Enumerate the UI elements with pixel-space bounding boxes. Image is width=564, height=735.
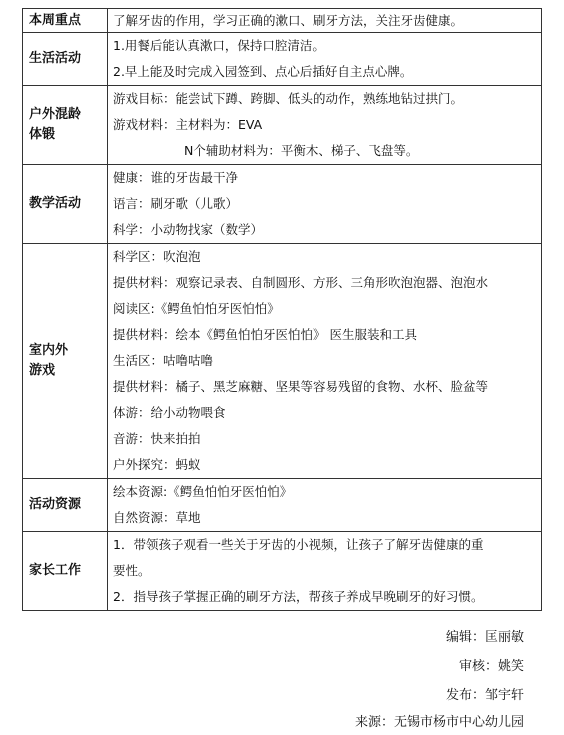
row-family	[23, 532, 542, 611]
content-line: N个辅助材料为：平衡木、梯子、飞盘等。	[184, 143, 419, 158]
row-content	[108, 86, 542, 165]
label-part: 户外混龄	[29, 107, 82, 122]
content-line: 生活区：咕噜咕噜	[113, 353, 214, 368]
content-line: 体游：给小动物喂食	[113, 405, 226, 420]
content-line: 2.早上能及时完成入园签到、点心后插好自主点心牌。	[113, 64, 413, 79]
row-life	[23, 33, 542, 86]
content-line: 音游：快来拍拍	[113, 431, 201, 446]
row-label: 活动资源	[23, 479, 108, 532]
label-part: 游戏	[29, 363, 56, 378]
content-line: 自然资源：草地	[113, 510, 201, 525]
label-part: 室内外	[29, 343, 69, 358]
content-line: 1.用餐后能认真漱口，保持口腔清洁。	[113, 38, 325, 53]
row-focus	[23, 9, 542, 33]
content-line: 1．带领孩子观看一些关于牙齿的小视频，让孩子了解牙齿健康的重	[113, 537, 484, 552]
content-line: 提供材料：绘本《鳄鱼怕怕牙医怕怕》 医生服装和工具	[113, 327, 417, 342]
content-line: 健康：谁的牙齿最干净	[113, 170, 239, 185]
content-line: 要性。	[113, 563, 151, 578]
content-line: 了解牙齿的作用，学习正确的漱口、刷牙方法，关注牙齿健康。	[113, 13, 464, 28]
row-outdoor	[23, 86, 542, 165]
row-label: 教学活动	[23, 165, 108, 244]
editor-credit: 编辑：匡丽敏	[445, 630, 524, 645]
row-content	[108, 244, 542, 479]
content-line: 科学：小动物找家（数学）	[113, 222, 264, 237]
reviewer-credit: 审核：姚笑	[458, 659, 524, 674]
row-label	[23, 86, 108, 165]
content-line: 2．指导孩子掌握正确的刷牙方法，帮孩子养成早晚刷牙的好习惯。	[113, 589, 484, 604]
row-content	[108, 532, 542, 611]
content-line: 户外探究：蚂蚁	[113, 457, 201, 472]
content-line: 游戏材料：主材料为：EVA	[113, 117, 263, 132]
row-label: 本周重点	[23, 9, 108, 33]
content-line: 语言：刷牙歌（儿歌）	[113, 196, 239, 211]
label-part: 体锻	[29, 127, 56, 142]
source-credit: 来源：无锡市杨市中心幼儿园	[354, 715, 524, 730]
content-line: 绘本资源:《鳄鱼怕怕牙医怕怕》	[113, 484, 293, 499]
content-line: 科学区：吹泡泡	[113, 249, 201, 264]
row-label: 生活活动	[23, 33, 108, 86]
row-content	[108, 165, 542, 244]
row-label	[23, 244, 108, 479]
content-line: 游戏目标：能尝试下蹲、跨脚、低头的动作，熟练地钻过拱门。	[113, 91, 464, 106]
row-label: 家长工作	[23, 532, 108, 611]
weekly-plan-table	[22, 8, 542, 611]
row-content	[108, 33, 542, 86]
content-line: 提供材料：橘子、黑芝麻糖、坚果等容易残留的食物、水杯、脸盆等	[113, 379, 489, 394]
content-line: 提供材料：观察记录表、自制圆形、方形、三角形吹泡泡器、泡泡水	[113, 275, 489, 290]
row-teaching	[23, 165, 542, 244]
publisher-credit: 发布：邹宇轩	[445, 688, 524, 703]
content-line: 阅读区:《鳄鱼怕怕牙医怕怕》	[113, 301, 280, 316]
row-resources	[23, 479, 542, 532]
row-games	[23, 244, 542, 479]
row-content	[108, 9, 542, 33]
row-content	[108, 479, 542, 532]
